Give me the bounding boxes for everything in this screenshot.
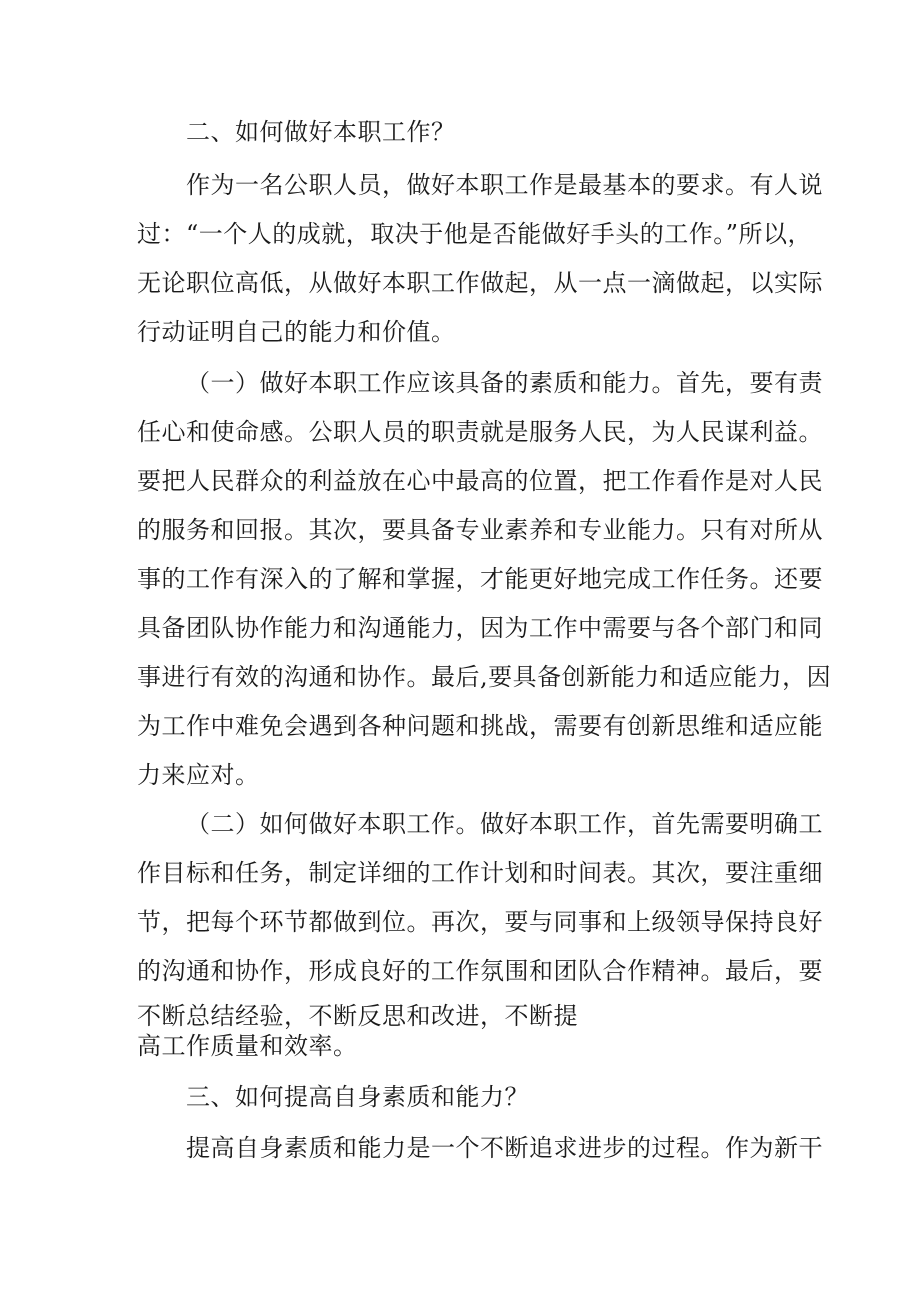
paragraph-line: 的沟通和协作，形成良好的工作氛围和团队合作精神。最后，要 xyxy=(137,957,823,985)
paragraph-line: 过：“一个人的成就，取决于他是否能做好手头的工作。”所以， xyxy=(137,220,813,248)
paragraph-line: 为工作中难免会遇到各种问题和挑战，需要有创新思维和适应能 xyxy=(137,712,823,740)
paragraph-line: 事的工作有深入的了解和掌握，才能更好地完成工作任务。还要 xyxy=(137,565,823,593)
paragraph-line: 提高自身素质和能力是一个不断追求进步的过程。作为新干 xyxy=(186,1134,823,1162)
section-heading-3: 三、如何提高自身素质和能力？ xyxy=(186,1083,529,1111)
paragraph-line: 任心和使命感。公职人员的职责就是服务人民，为人民谋利益。 xyxy=(137,418,823,446)
paragraph-line: 具备团队协作能力和沟通能力，因为工作中需要与各个部门和同 xyxy=(137,614,823,642)
paragraph-line: 力来应对。 xyxy=(137,761,260,789)
paragraph-line: 要把人民群众的利益放在心中最高的位置，把工作看作是对人民 xyxy=(137,467,823,495)
paragraph-line: 无论职位高低，从做好本职工作做起，从一点一滴做起，以实际 xyxy=(137,269,823,297)
paragraph-line: 不断总结经验，不断反思和改进，不断提 xyxy=(137,1002,578,1030)
paragraph-line: 事进行有效的沟通和协作。最后,要具备创新能力和适应能力，因 xyxy=(137,663,832,691)
paragraph-line: 作为一名公职人员，做好本职工作是最基本的要求。有人说 xyxy=(186,171,823,199)
paragraph-line: 节，把每个环节都做到位。再次，要与同事和上级领导保持良好 xyxy=(137,908,823,936)
paragraph-line: （二）如何做好本职工作。做好本职工作，首先需要明确工 xyxy=(186,810,823,838)
paragraph-line: 作目标和任务，制定详细的工作计划和时间表。其次，要注重细 xyxy=(137,859,823,887)
paragraph-line: 的服务和回报。其次，要具备专业素养和专业能力。只有对所从 xyxy=(137,516,823,544)
paragraph-line: （一）做好本职工作应该具备的素质和能力。首先，要有责 xyxy=(186,369,823,397)
section-heading-2: 二、如何做好本职工作？ xyxy=(186,118,456,146)
paragraph-line: 高工作质量和效率。 xyxy=(137,1032,358,1060)
paragraph-line: 行动证明自己的能力和价值。 xyxy=(137,318,456,346)
